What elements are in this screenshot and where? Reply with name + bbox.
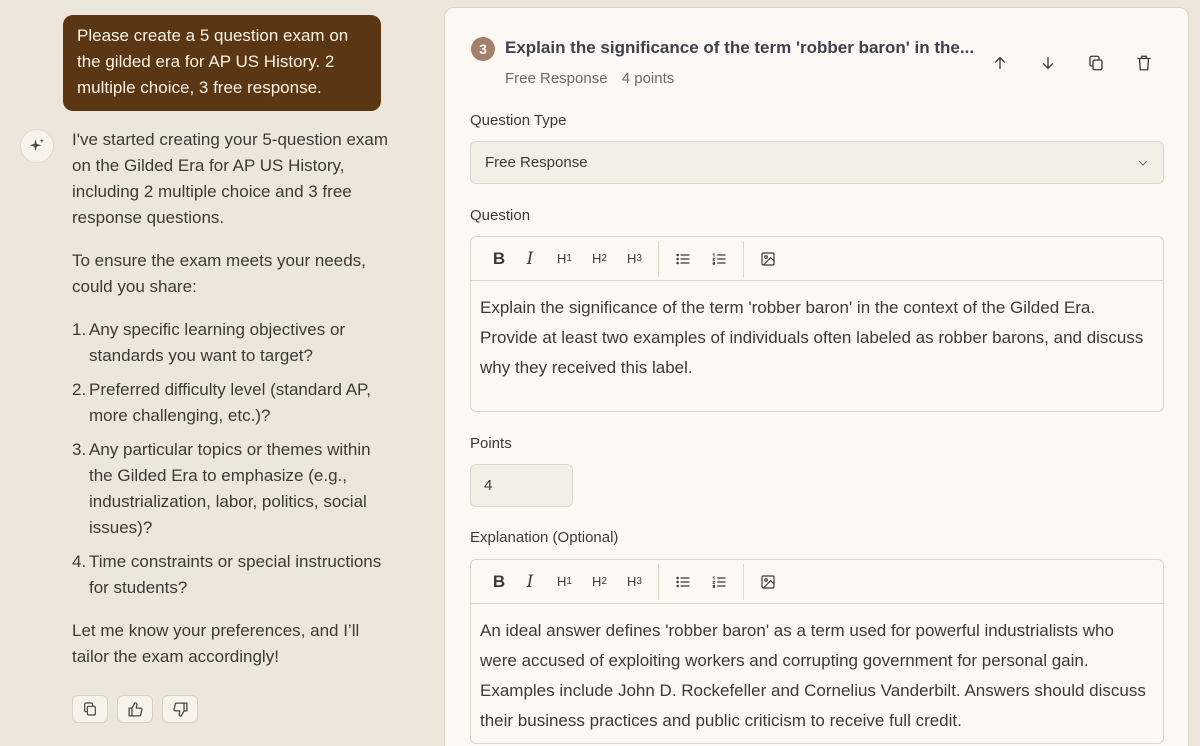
thumbs-up-button[interactable] [117, 695, 153, 723]
thumbs-down-button[interactable] [162, 695, 198, 723]
question-type-heading: Question Type [470, 112, 567, 129]
duplicate-button[interactable] [1082, 51, 1110, 75]
question-type-value: Free Response [485, 154, 588, 171]
list-item: 4. Time constraints or special instructions for students? [72, 552, 382, 597]
heading-3-button[interactable]: H 3 [627, 574, 642, 589]
points-heading: Points [470, 435, 512, 452]
duplicate-icon [1087, 54, 1105, 72]
italic-button[interactable]: I [526, 248, 534, 269]
question-editor [470, 236, 1164, 412]
bullet-list-icon [675, 574, 691, 590]
image-icon [760, 574, 776, 590]
question-card [444, 7, 1189, 746]
bullet-list-button[interactable] [665, 237, 701, 281]
delete-icon [1135, 54, 1153, 72]
assistant-outro: Let me know your preferences, and I’ll tailor the exam accordingly! [72, 621, 360, 666]
arrow-down-icon [1040, 55, 1056, 71]
assistant-ask: To ensure the exam meets your needs, could you share: [72, 251, 366, 296]
explanation-text[interactable]: An ideal answer defines 'robber baron' as a term used for powerful industrialists who were accused of exploiting workers and corrupting government for personal gain. Examples include John D. Rockefeller and Cornelius Vanderbilt. Answers should discuss their business practices and public criticism to receive full credit. [480, 621, 1146, 730]
question-points-label: 4 points [621, 70, 675, 87]
toolbar-divider [658, 241, 659, 277]
question-type-label: Free Response [505, 70, 608, 87]
bold-button[interactable]: B [492, 571, 506, 591]
thumbs-up-icon [127, 701, 144, 718]
thumbs-down-icon [172, 701, 189, 718]
numbered-list-icon [711, 251, 727, 267]
question-number-badge: 3 [471, 37, 495, 61]
question-actions [986, 51, 1158, 75]
assistant-message [72, 127, 390, 687]
numbered-list-button[interactable] [701, 237, 737, 281]
numbered-list-icon [711, 574, 727, 590]
list-item: 1. Any specific learning objectives or standards you want to target? [72, 320, 346, 365]
sparkle-icon [28, 137, 46, 155]
move-up-button[interactable] [986, 51, 1014, 75]
question-heading: Question [470, 207, 531, 224]
user-message: Please create a 5 question exam on the gilded era for AP US History. 2 multiple choice, 3 free response. [63, 15, 381, 111]
question-toolbar [471, 237, 1163, 281]
explanation-editor [470, 559, 1164, 744]
toolbar-divider [658, 564, 659, 600]
move-down-button[interactable] [1034, 51, 1062, 75]
chevron-down-icon [1137, 157, 1149, 169]
question-meta [505, 70, 674, 87]
heading-1-button[interactable]: H 1 [557, 251, 572, 266]
toolbar-divider [743, 564, 744, 600]
question-type-select[interactable] [470, 141, 1164, 184]
chat-panel [0, 0, 418, 746]
toolbar-divider [743, 241, 744, 277]
arrow-up-icon [992, 55, 1008, 71]
assistant-intro: I've started creating your 5-question exam on the Gilded Era for AP US History, including 2 multiple choice and 3 free response questions. [72, 130, 389, 227]
italic-button[interactable]: I [526, 571, 534, 592]
list-item: 2. Preferred difficulty level (standard AP, more challenging, etc.)? [72, 380, 371, 425]
insert-image-button[interactable] [750, 237, 786, 281]
heading-3-button[interactable]: H 3 [627, 251, 642, 266]
heading-2-button[interactable]: H 2 [592, 574, 607, 589]
image-icon [760, 251, 776, 267]
points-input[interactable]: 4 [470, 464, 573, 507]
question-text[interactable]: Explain the significance of the term 'robber baron' in the context of the Gilded Era. Provide at least two examples of individuals often labeled as robber barons, and discuss why they received this label. [480, 298, 1144, 377]
heading-1-button[interactable]: H 1 [557, 574, 572, 589]
delete-button[interactable] [1130, 51, 1158, 75]
question-title[interactable]: Explain the significance of the term 'robber baron' in the... [505, 38, 975, 57]
bold-button[interactable]: B [492, 248, 506, 268]
bullet-list-button[interactable] [665, 560, 701, 604]
copy-icon [82, 701, 98, 717]
assistant-avatar [20, 129, 54, 163]
insert-image-button[interactable] [750, 560, 786, 604]
copy-button[interactable] [72, 695, 108, 723]
explanation-toolbar [471, 560, 1163, 604]
assistant-list [72, 317, 390, 601]
heading-2-button[interactable]: H 2 [592, 251, 607, 266]
bullet-list-icon [675, 251, 691, 267]
explanation-heading: Explanation (Optional) [470, 529, 619, 546]
feedback-row [72, 695, 198, 723]
list-item: 3. Any particular topics or themes within the Gilded Era to emphasize (e.g., industrialization, labor, politics, social issues)? [72, 440, 371, 537]
numbered-list-button[interactable] [701, 560, 737, 604]
